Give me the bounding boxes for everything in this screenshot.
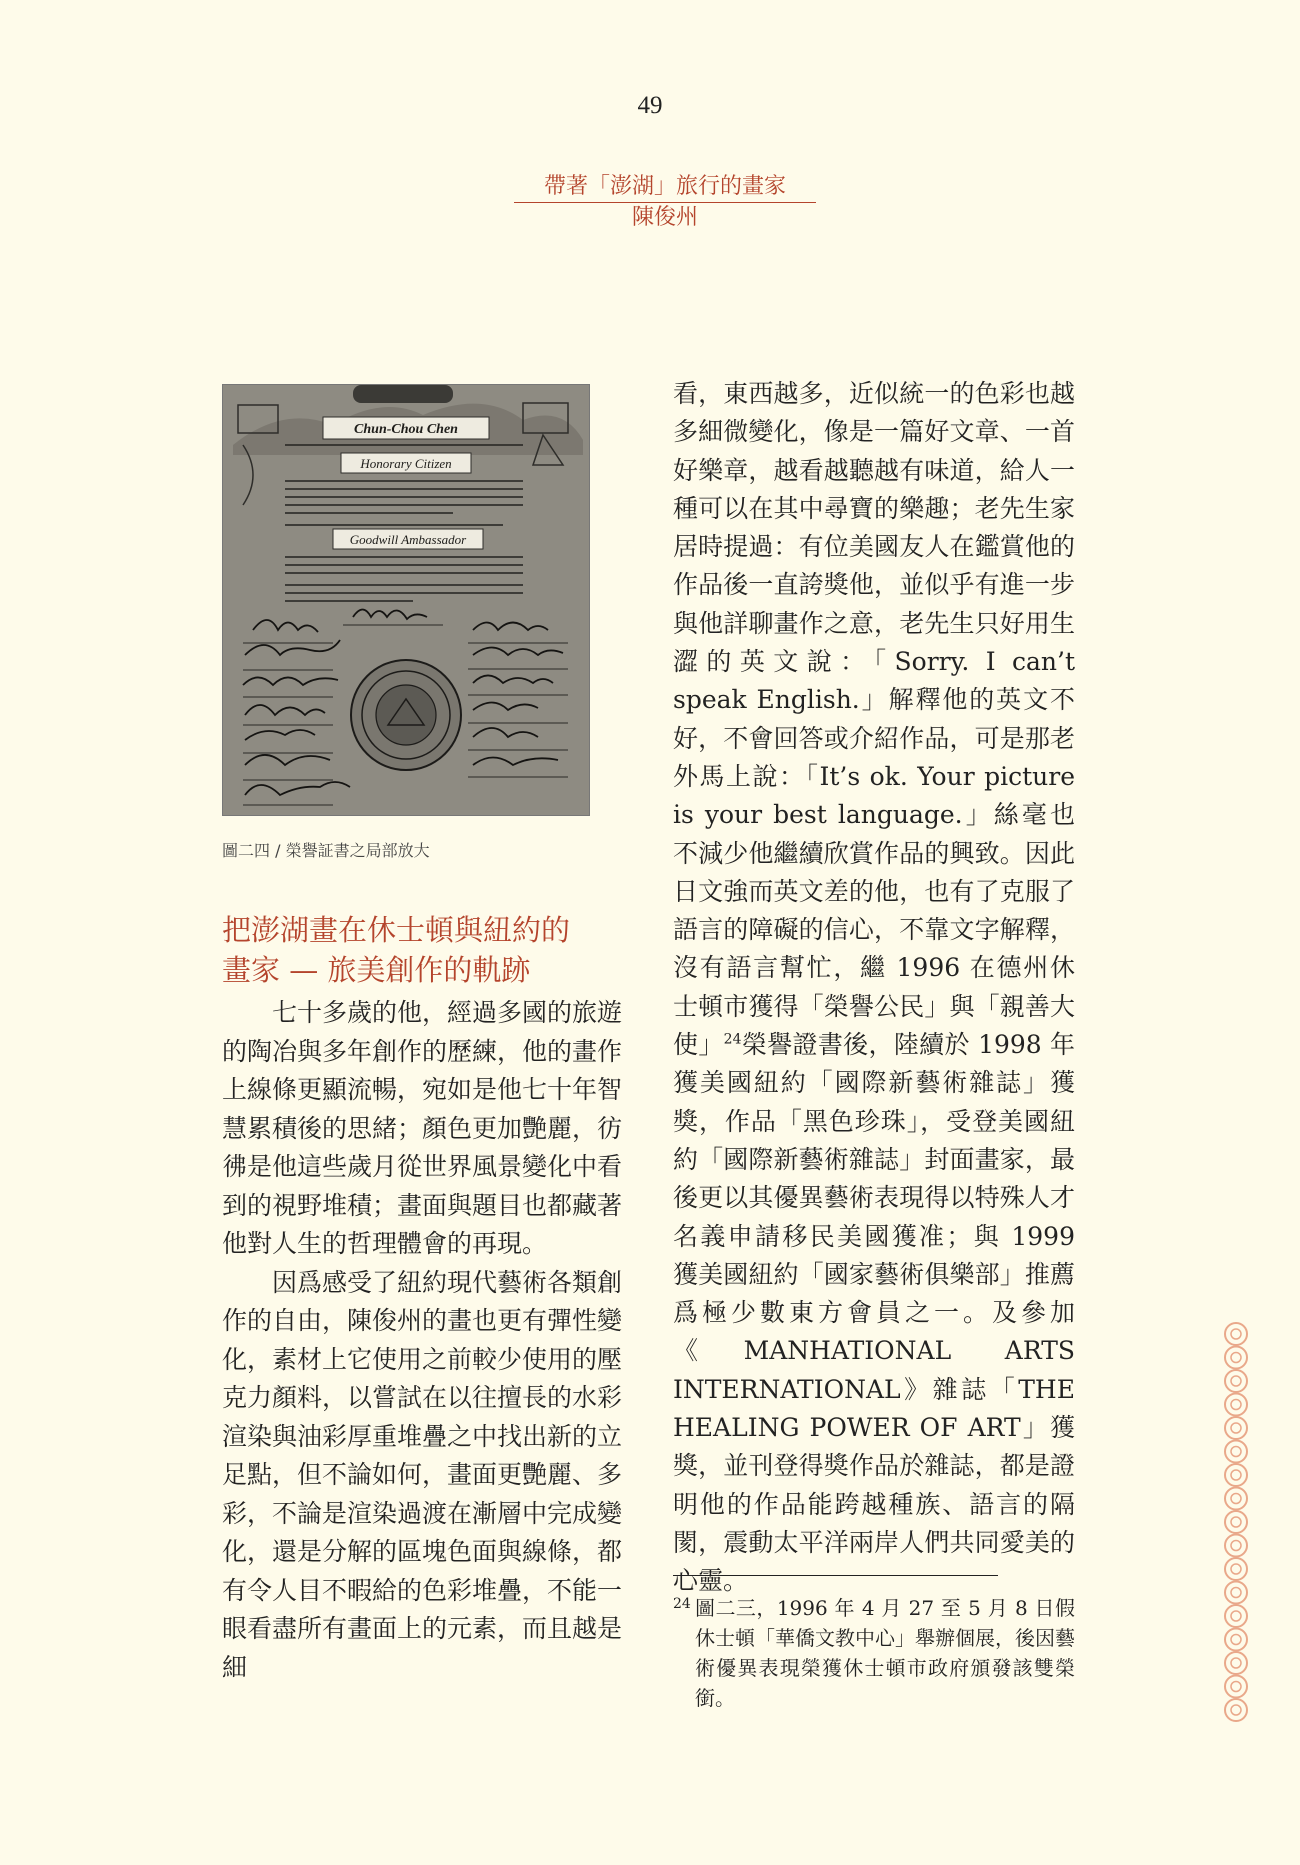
header-title: 帶著「澎湖」旅行的畫家	[514, 172, 816, 203]
ornament-ring	[1225, 1652, 1247, 1674]
ornament-ring	[1225, 1605, 1247, 1627]
ornament-ring	[1225, 1699, 1247, 1721]
body-paragraph	[673, 375, 1075, 1601]
body-paragraph: 七十多歲的他，經過多國的旅遊的陶冶與多年創作的歷練，他的畫作上線條更顯流暢，宛如是他七十年智慧累積後的思緒；顏色更加艷麗，彷彿是他這些歲月從世界風景變化中看到的視野堆積；畫面與題目也都藏著他對人生的哲理體會的再現。	[222, 998, 623, 1258]
ornament-ring	[1225, 1558, 1247, 1580]
decorative-pattern-icon	[1220, 1322, 1252, 1732]
ornament-core	[1231, 1447, 1241, 1457]
right-column	[673, 375, 1075, 1601]
ornament-core	[1231, 1705, 1241, 1715]
ornament-ring	[1225, 1511, 1247, 1533]
ornament-core	[1231, 1423, 1241, 1433]
left-column	[222, 994, 622, 1687]
ornament-ring	[1225, 1582, 1247, 1604]
ornament-ring	[1225, 1370, 1247, 1392]
body-text: 看，東西越多，近似統一的色彩也越多細微變化，像是一篇好文章、一首好樂章，越看越聽越有味道，給人一種可以在其中尋寶的樂趣；老先生家居時提過：有位美國友人在鑑賞他的作品後一直誇獎他，並似乎有進一步與他詳聊畫作之意，老先生只好用生澀的英文說：「Sorry. I can’t speak English.」解釋他的英文不好，不會回答或介紹作品，可是那老外馬上說：「It’s ok. Your picture is your best language.」絲毫也不減少他繼續欣賞作品的興致。因此日文強而英文差的他，也有了克服了語言的障礙的信心，不靠文字解釋，沒有語言幫忙，繼 1996 在德州休士頓市獲得「榮譽公民」與「親善大使」	[673, 379, 1075, 1060]
body-text: 榮譽證書後，陸續於 1998 年獲美國紐約「國際新藝術雜誌」獲獎，作品「黑色珍珠」，受登美國紐約「國際新藝術雜誌」封面畫家，最後更以其優異藝術表現得以特殊人才名義申請移民美國獲准；與 1999 獲美國紐約「國家藝術俱樂部」推薦爲極少數東方會員之一。及參加《MANHATIONAL ARTS INTERNATIONAL》雜誌「THE HEALING POWER OF ART」獲獎，並刊登得獎作品於雜誌，都是證明他的作品能跨越種族、語言的隔閡，震動太平洋兩岸人們共同愛美的心靈。	[673, 1030, 1075, 1596]
footnote-number: 24	[673, 1596, 691, 1612]
ornament-core	[1231, 1376, 1241, 1386]
header-subtitle: 陳俊州	[631, 205, 698, 230]
ornament-core	[1231, 1517, 1241, 1527]
ornament-ring	[1225, 1676, 1247, 1698]
ornament-ring	[1225, 1417, 1247, 1439]
certificate-honorary: Honorary Citizen	[360, 456, 452, 471]
certificate-ambassador: Goodwill Ambassador	[349, 532, 467, 547]
ornament-core	[1231, 1658, 1241, 1668]
ornament-core	[1231, 1353, 1241, 1363]
ornament-core	[1231, 1682, 1241, 1692]
section-title-line2: 畫家 — 旅美創作的軌跡	[222, 953, 531, 987]
body-paragraph: 因爲感受了紐約現代藝術各類創作的自由，陳俊州的畫也更有彈性變化，素材上它使用之前較少使用的壓克力顏料，以嘗試在以往擅長的水彩渲染與油彩厚重堆疊之中找出新的立足點，但不論如何，畫面更艷麗、多彩，不論是渲染過渡在漸層中完成變化，還是分解的區塊色面與線條，都有令人目不暇給的色彩堆疊，不能一眼看盡所有畫面上的元素，而且越是細	[222, 1267, 623, 1682]
running-header	[500, 172, 830, 233]
ornament-core	[1231, 1541, 1241, 1551]
section-title-line1: 把澎湖畫在休士頓與紐約的	[222, 913, 571, 947]
ornament-core	[1231, 1588, 1241, 1598]
ornament-core	[1231, 1329, 1241, 1339]
ornament-core	[1231, 1494, 1241, 1504]
ornament-ring	[1225, 1394, 1247, 1416]
ornament-ring	[1225, 1347, 1247, 1369]
ornament-ring	[1225, 1441, 1247, 1463]
section-title	[222, 910, 642, 990]
page-number: 49	[637, 92, 663, 119]
footnote-divider	[673, 1575, 998, 1576]
certificate-image	[222, 384, 590, 816]
certificate-illustration	[223, 385, 589, 815]
ornament-core	[1231, 1564, 1241, 1574]
ornament-ring	[1225, 1629, 1247, 1651]
ornament-ring	[1225, 1535, 1247, 1557]
ornament-core	[1231, 1635, 1241, 1645]
footnote	[673, 1593, 1075, 1713]
decorative-border-strip	[1220, 1322, 1252, 1732]
ornament-ring	[1225, 1488, 1247, 1510]
figure-caption: 圖二四 / 榮譽証書之局部放大	[222, 841, 430, 860]
ornament-core	[1231, 1611, 1241, 1621]
ornament-ring	[1225, 1323, 1247, 1345]
ornament-ring	[1225, 1464, 1247, 1486]
ornament-core	[1231, 1470, 1241, 1480]
footnote-text: 圖二三，1996 年 4 月 27 至 5 月 8 日假休士頓「華僑文教中心」舉辦個展，後因藝術優異表現榮獲休士頓市政府頒發該雙榮銜。	[695, 1596, 1075, 1710]
certificate-name: Chun-Chou Chen	[354, 422, 458, 437]
footnote-reference: 24	[723, 1031, 742, 1048]
ornament-core	[1231, 1400, 1241, 1410]
